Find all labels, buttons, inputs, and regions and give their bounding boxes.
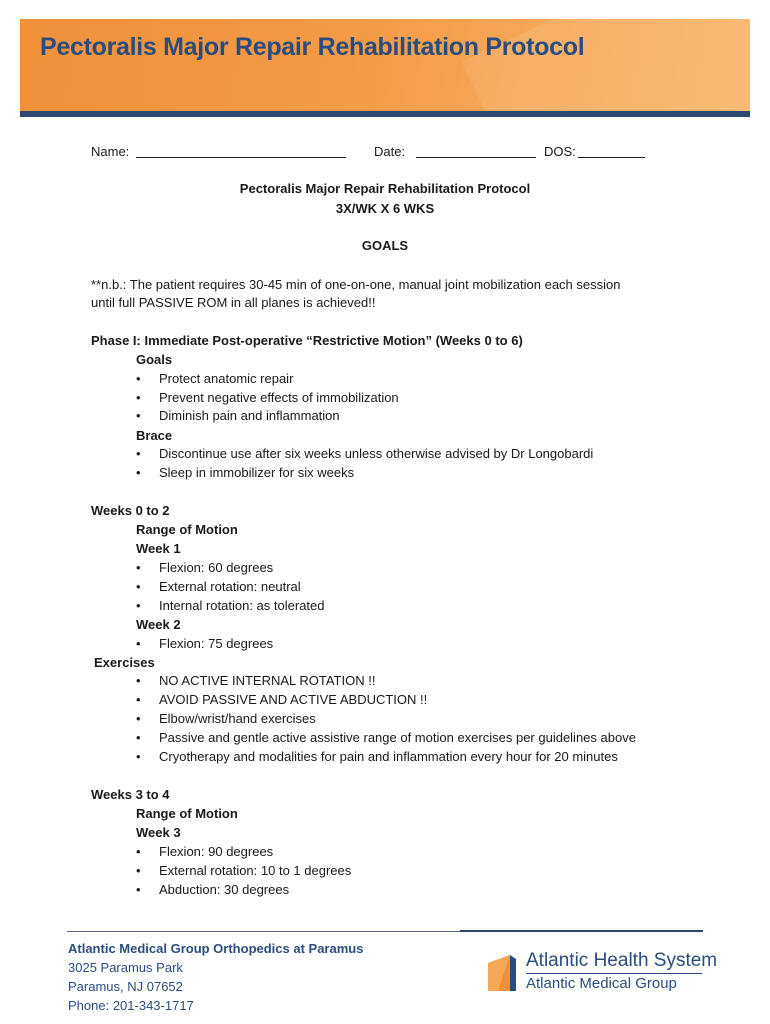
rom-label: Range of Motion (136, 522, 238, 537)
atlantic-health-logo-icon (488, 955, 516, 991)
phase1-goals-label: Goals (136, 352, 173, 367)
date-label: Date: (374, 144, 406, 159)
week2-label: Week 2 (136, 617, 181, 632)
rom-label: Range of Motion (136, 806, 238, 821)
dos-label: DOS: (544, 144, 576, 159)
week1-label: Week 1 (136, 541, 181, 556)
header-divider (20, 111, 750, 117)
page-title: Pectoralis Major Repair Rehabilitation Protocol (40, 33, 585, 61)
footer-org: Atlantic Medical Group Orthopedics at Paramus (68, 941, 364, 956)
logo-text-medical-group: Atlantic Medical Group (526, 975, 677, 992)
phase1-brace-label: Brace (136, 428, 173, 443)
goals-heading: GOALS (361, 238, 409, 253)
name-field[interactable] (136, 157, 346, 158)
name-label: Name: (91, 144, 130, 159)
footer-divider-accent (460, 930, 703, 932)
logo-divider (526, 973, 702, 974)
footer-phone: Phone: 201-343-1717 (68, 998, 194, 1013)
note-line-2: until full PASSIVE ROM in all planes is achieved!! (91, 295, 376, 310)
exercises-label: Exercises (94, 655, 155, 670)
frequency: 3X/WK X 6 WKS (335, 201, 435, 216)
note-line-1: **n.b.: The patient requires 30-45 min of one-on-one, manual joint mobilization each session (91, 277, 621, 292)
week3-label: Week 3 (136, 825, 181, 840)
footer-address-1: 3025 Paramus Park (68, 960, 183, 975)
phase1-heading: Phase I: Immediate Post-operative “Restrictive Motion” (Weeks 0 to 6) (91, 333, 523, 348)
dos-field[interactable] (578, 157, 645, 158)
weeks-3-4-heading: Weeks 3 to 4 (91, 787, 170, 802)
date-field[interactable] (416, 157, 536, 158)
weeks-0-2-heading: Weeks 0 to 2 (91, 503, 170, 518)
footer-address-2: Paramus, NJ 07652 (68, 979, 183, 994)
logo-text-health-system: Atlantic Health System (526, 950, 718, 971)
document-subtitle: Pectoralis Major Repair Rehabilitation Protocol (239, 181, 531, 196)
